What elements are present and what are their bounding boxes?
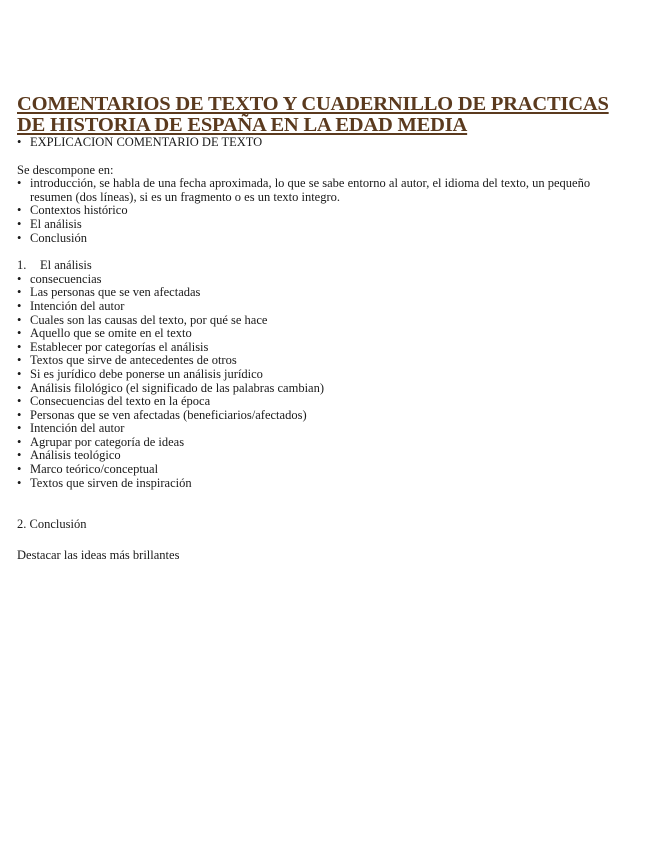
bullet-icon: • xyxy=(17,475,22,490)
list-item xyxy=(17,382,629,396)
list-item xyxy=(17,273,629,287)
section-conclusion-heading xyxy=(17,518,629,532)
bullet-icon: • xyxy=(17,394,22,409)
document-title: COMENTARIOS DE TEXTO Y CUADERNILLO DE PRACTICAS DE HISTORIA DE ESPAÑA EN LA EDAD MEDIA xyxy=(17,93,609,136)
bullet-icon: • xyxy=(17,135,22,149)
list-item-text: El análisis xyxy=(30,216,82,231)
list-item-text: Conclusión xyxy=(30,230,87,245)
list-item-text: Intención del autor xyxy=(30,421,125,436)
list-item xyxy=(17,204,629,218)
section-number: 2. xyxy=(17,517,27,532)
list-item-text: Establecer por categorías el análisis xyxy=(30,339,209,354)
bullet-icon: • xyxy=(17,339,22,354)
intro-paragraph: Se descompone en: xyxy=(17,162,114,177)
explicacion-list xyxy=(17,136,629,150)
list-item-text: Cuales son las causas del texto, por qué se hace xyxy=(30,312,268,327)
list-item-text: Textos que sirven de inspiración xyxy=(30,475,192,490)
list-item xyxy=(17,218,629,232)
bullet-icon: • xyxy=(17,230,22,245)
list-item-text: Aquello que se omite en el texto xyxy=(30,326,192,341)
list-item xyxy=(17,395,629,409)
list-item xyxy=(17,449,629,463)
section-label: Conclusión xyxy=(29,517,87,532)
list-item-text: Contextos histórico xyxy=(30,203,128,218)
bullet-icon: • xyxy=(17,380,22,395)
bullet-icon: • xyxy=(17,271,22,286)
list-item-text: Si es jurídico debe ponerse un análisis jurídico xyxy=(30,366,263,381)
explicacion-heading-item xyxy=(17,136,629,150)
bullet-icon: • xyxy=(17,448,22,463)
list-item xyxy=(17,409,629,423)
list-item xyxy=(17,354,629,368)
list-item xyxy=(17,341,629,355)
list-item-text: consecuencias xyxy=(30,271,102,286)
list-item-text: Textos que sirve de antecedentes de otros xyxy=(30,353,237,368)
bullet-icon: • xyxy=(17,462,22,477)
list-item xyxy=(17,327,629,341)
list-item-text: introducción, se habla de una fecha aproximada, lo que se sabe entorno al autor, el idioma del texto, un pequeño resumen (dos líneas), si es un fragmento o es un texto integro. xyxy=(30,176,591,204)
bullet-icon: • xyxy=(17,407,22,422)
bullet-icon: • xyxy=(17,326,22,341)
document-page xyxy=(17,94,629,562)
bullet-icon: • xyxy=(17,216,22,231)
structure-list xyxy=(17,177,629,245)
analisis-list xyxy=(17,273,629,491)
list-item xyxy=(17,177,629,204)
list-item-text: Intención del autor xyxy=(30,298,125,313)
list-item xyxy=(17,368,629,382)
bullet-icon: • xyxy=(17,285,22,300)
list-item xyxy=(17,232,629,246)
list-item xyxy=(17,422,629,436)
bullet-icon: • xyxy=(17,434,22,449)
explicacion-heading: EXPLICACION COMENTARIO DE TEXTO xyxy=(30,135,263,149)
list-item xyxy=(17,314,629,328)
bullet-icon: • xyxy=(17,421,22,436)
list-item xyxy=(17,286,629,300)
bullet-icon: • xyxy=(17,203,22,218)
list-item-text: Personas que se ven afectadas (beneficiarios/afectados) xyxy=(30,407,307,422)
section-analisis-heading xyxy=(17,259,629,273)
bullet-icon: • xyxy=(17,176,22,191)
list-item-text: Análisis teológico xyxy=(30,448,121,463)
bullet-icon: • xyxy=(17,312,22,327)
bullet-icon: • xyxy=(17,298,22,313)
bullet-icon: • xyxy=(17,366,22,381)
list-item xyxy=(17,300,629,314)
list-item xyxy=(17,436,629,450)
list-item-text: Análisis filológico (el significado de las palabras cambian) xyxy=(30,380,325,395)
list-item-text: Marco teórico/conceptual xyxy=(30,462,159,477)
list-item xyxy=(17,477,629,491)
list-item-text: Agrupar por categoría de ideas xyxy=(30,434,185,449)
bullet-icon: • xyxy=(17,353,22,368)
section-label: El análisis xyxy=(40,258,92,273)
list-item-text: Las personas que se ven afectadas xyxy=(30,285,201,300)
list-item-text: Consecuencias del texto en la época xyxy=(30,394,211,409)
section-number: 1. xyxy=(17,258,27,273)
list-item xyxy=(17,463,629,477)
final-paragraph: Destacar las ideas más brillantes xyxy=(17,547,180,562)
